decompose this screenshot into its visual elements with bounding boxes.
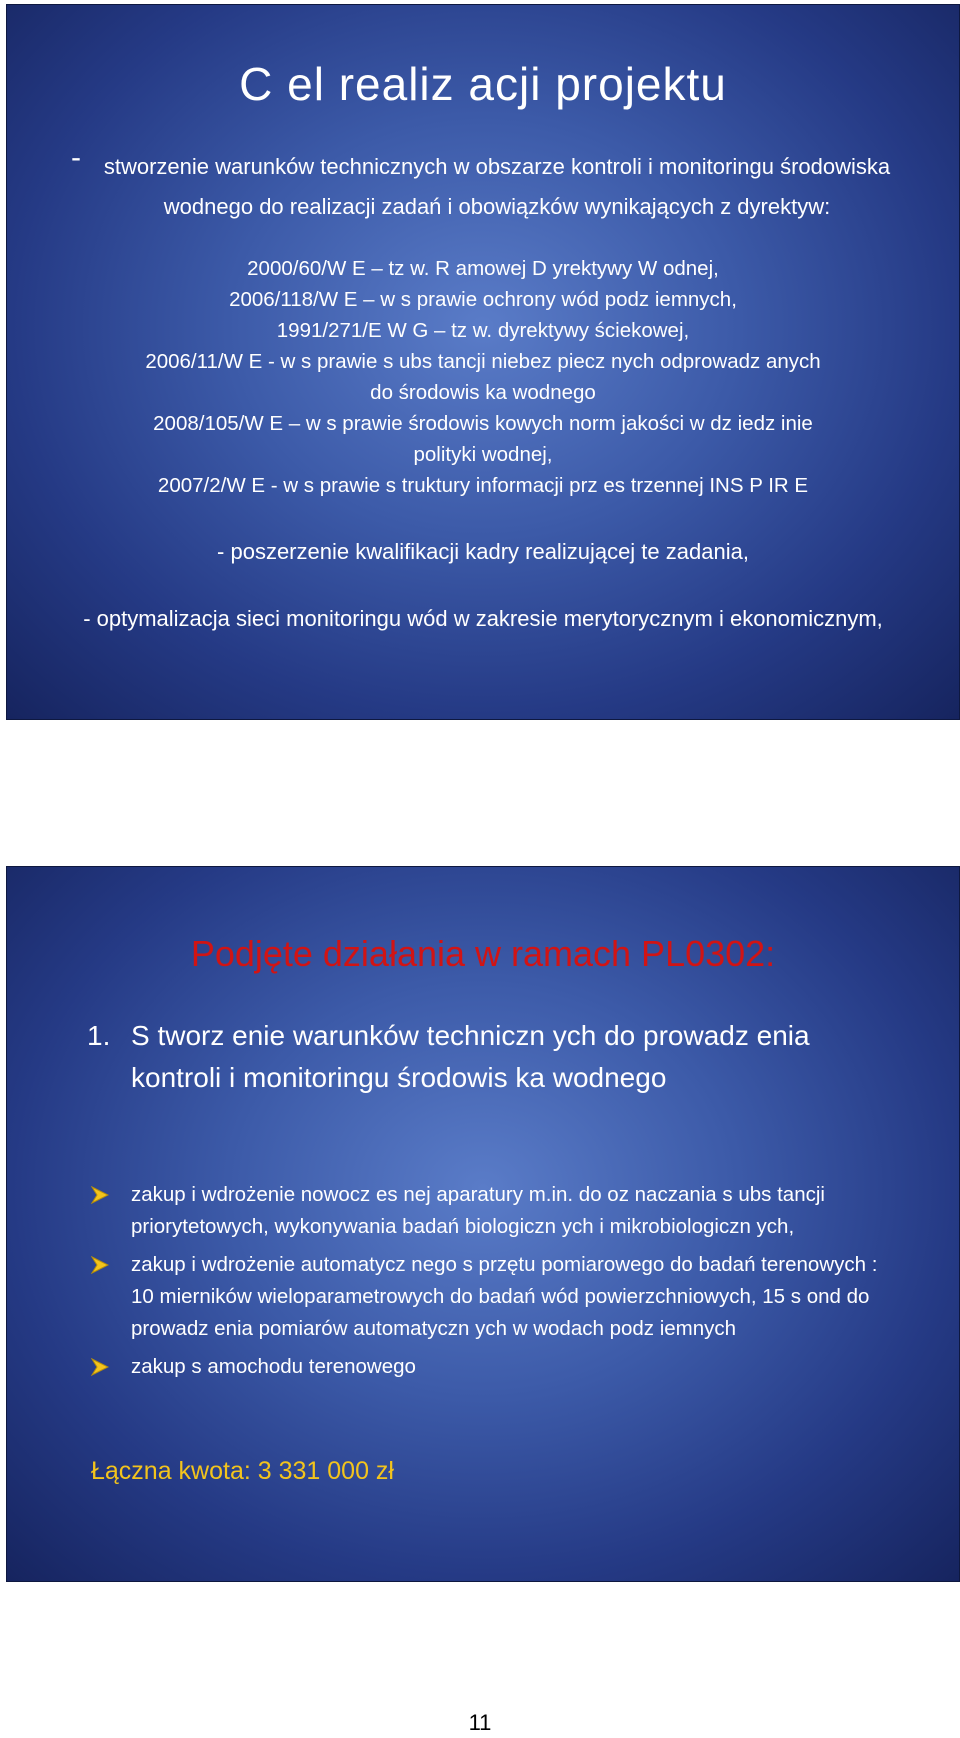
list-item-text: zakup i wdrożenie automatycz nego s przętu pomiarowego do badań terenowych : 10 mierników wieloparametrowych do badań wód powierzchniowych, 15 s ond do prowadz enia pomiarów automatyczn ych w wodach podz iemnych: [131, 1253, 878, 1340]
bullet-optimization: - optymalizacja sieci monitoringu wód w zakresie merytorycznym i ekonomicznym,: [83, 606, 883, 631]
lead-dash: -: [71, 141, 81, 174]
lead-text: stworzenie warunków technicznych w obszarze kontroli i monitoringu środowiska wodnego do realizacji zadań i obowiązków wynikających z dyrektyw:: [103, 154, 891, 219]
directive-line: 2007/2/W E - w s prawie s truktury informacji prz es trzennej INS P IR E: [157, 474, 809, 497]
directive-line: do środowis ka wodnego: [370, 381, 596, 404]
directive-line: 2006/11/W E - w s prawie s ubs tancji niebez piecz nych odprowadz anych: [145, 350, 821, 373]
list-item-text: zakup s amochodu terenowego: [131, 1355, 416, 1378]
arrow-bullet-icon: [91, 1358, 109, 1376]
heading-number: 1.: [87, 1020, 111, 1051]
page-number: 11: [468, 1710, 492, 1735]
directives-list: [7, 253, 959, 501]
section-heading: [87, 1015, 907, 1099]
slide-2-title: Podjęte działania w ramach PL0302:: [190, 933, 776, 974]
list-item-text: zakup i wdrożenie nowocz es nej aparatury m.in. do oz naczania s ubs tancji priorytetowych, wykonywania badań biologiczn ych i mikrobiologiczn ych,: [131, 1183, 825, 1238]
slide-1: [6, 4, 960, 720]
arrow-bullet-icon: [91, 1186, 109, 1204]
directive-line: 1991/271/E W G – tz w. dyrektywy ściekowej,: [276, 319, 690, 342]
heading-text: S tworz enie warunków techniczn ych do prowadz enia kontroli i monitoringu środowis ka wodnego: [131, 1020, 810, 1093]
arrow-bullet-icon: [91, 1256, 109, 1274]
directive-line: 2000/60/W E – tz w. R amowej D yrektywy W odnej,: [247, 257, 719, 280]
slide-1-title: C el realiz acji projektu: [239, 58, 727, 110]
directive-line: 2006/118/W E – w s prawie ochrony wód podz iemnych,: [229, 288, 737, 311]
directive-line: polityki wodnej,: [413, 443, 553, 466]
directive-line: 2008/105/W E – w s prawie środowis kowych norm jakości w dz iedz inie: [153, 412, 813, 435]
list-item: [91, 1249, 891, 1345]
list-item: [91, 1179, 891, 1243]
total-amount: Łączna kwota: 3 331 000 zł: [91, 1457, 394, 1485]
bullet-qualifications: - poszerzenie kwalifikacji kadry realizującej te zadania,: [217, 539, 749, 564]
bullet-list: [91, 1179, 891, 1389]
slide-2: [6, 866, 960, 1582]
list-item: [91, 1351, 891, 1383]
